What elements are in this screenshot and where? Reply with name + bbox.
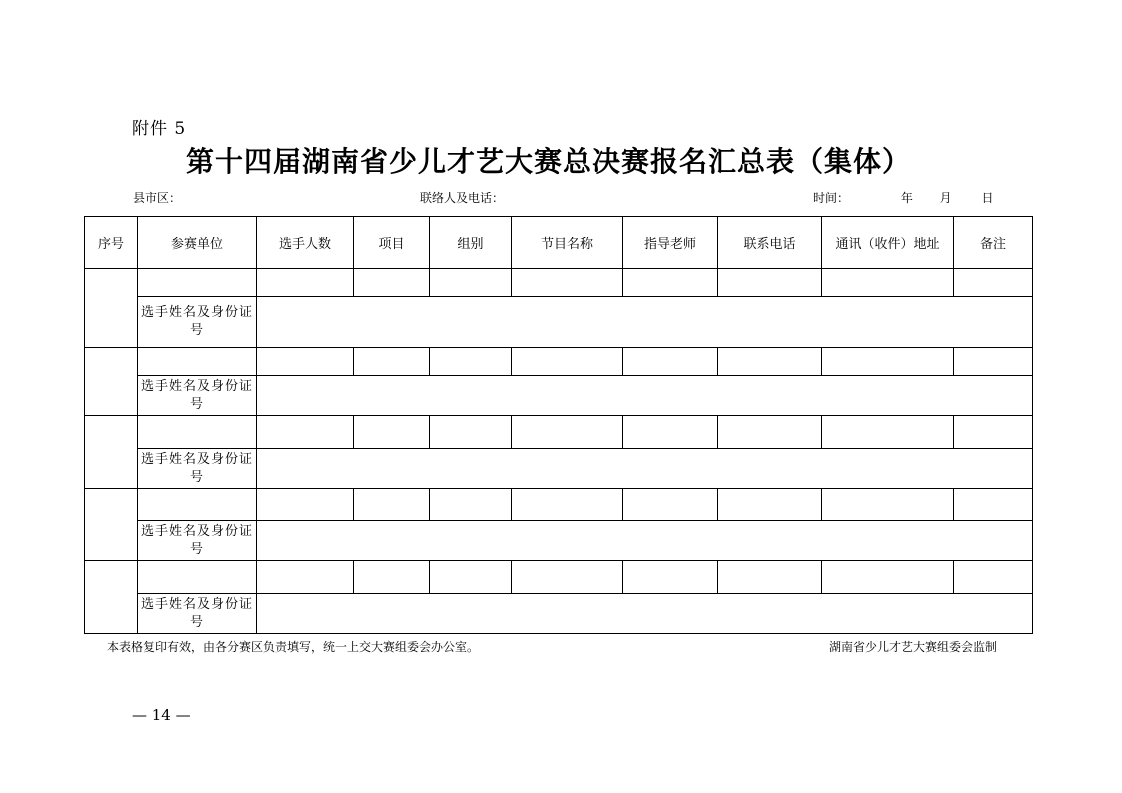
names-row: [85, 376, 1033, 416]
names-row: [85, 297, 1033, 348]
document-title: 第十四届湖南省少儿才艺大赛总决赛报名汇总表（集体）: [186, 145, 912, 178]
footer-organizer: 湖南省少儿才艺大赛组委会监制: [829, 640, 998, 654]
unit-cell[interactable]: [138, 489, 257, 521]
phone-cell[interactable]: [718, 348, 822, 376]
item-cell[interactable]: [354, 561, 430, 594]
group-cell[interactable]: [430, 416, 512, 449]
group-cell[interactable]: [430, 561, 512, 594]
col-header-item: 项目: [354, 217, 430, 269]
teacher-cell[interactable]: [623, 269, 718, 297]
table-row: [85, 489, 1033, 521]
time-label: 时间：: [813, 191, 850, 205]
program-cell[interactable]: [512, 489, 623, 521]
county-field-label: 县市区：: [133, 191, 182, 205]
teacher-cell[interactable]: [623, 348, 718, 376]
serial-cell[interactable]: [85, 348, 138, 416]
count-cell[interactable]: [257, 416, 354, 449]
address-cell[interactable]: [822, 348, 954, 376]
count-cell[interactable]: [257, 561, 354, 594]
day-label: 日: [981, 191, 994, 205]
count-cell[interactable]: [257, 348, 354, 376]
teacher-cell[interactable]: [623, 489, 718, 521]
program-cell[interactable]: [512, 561, 623, 594]
remarks-cell[interactable]: [954, 489, 1033, 521]
footer-note: 本表格复印有效，由各分赛区负责填写，统一上交大赛组委会办公室。: [107, 640, 480, 654]
program-cell[interactable]: [512, 416, 623, 449]
names-cell[interactable]: [257, 521, 1033, 561]
program-cell[interactable]: [512, 348, 623, 376]
names-label: 选手姓名及身份证号: [138, 449, 257, 489]
month-label: 月: [939, 191, 952, 205]
col-header-count: 选手人数: [257, 217, 354, 269]
address-cell[interactable]: [822, 561, 954, 594]
program-cell[interactable]: [512, 269, 623, 297]
col-header-unit: 参赛单位: [138, 217, 257, 269]
col-header-address: 通讯（收件）地址: [822, 217, 954, 269]
serial-cell[interactable]: [85, 561, 138, 634]
remarks-cell[interactable]: [954, 416, 1033, 449]
group-cell[interactable]: [430, 489, 512, 521]
address-cell[interactable]: [822, 416, 954, 449]
attachment-label: 附件 5: [132, 119, 187, 139]
unit-cell[interactable]: [138, 416, 257, 449]
item-cell[interactable]: [354, 348, 430, 376]
col-header-teacher: 指导老师: [623, 217, 718, 269]
year-label: 年: [900, 191, 913, 205]
names-label: 选手姓名及身份证号: [138, 376, 257, 416]
names-row: [85, 449, 1033, 489]
names-cell[interactable]: [257, 376, 1033, 416]
names-label: 选手姓名及身份证号: [138, 297, 257, 348]
page-number: — 14 —: [132, 706, 191, 724]
col-header-no: 序号: [85, 217, 138, 269]
col-header-phone: 联系电话: [718, 217, 822, 269]
unit-cell[interactable]: [138, 269, 257, 297]
serial-cell[interactable]: [85, 489, 138, 561]
teacher-cell[interactable]: [623, 416, 718, 449]
contact-field-label: 联络人及电话：: [420, 191, 505, 205]
names-cell[interactable]: [257, 449, 1033, 489]
serial-cell[interactable]: [85, 269, 138, 348]
count-cell[interactable]: [257, 489, 354, 521]
names-cell[interactable]: [257, 594, 1033, 634]
remarks-cell[interactable]: [954, 348, 1033, 376]
names-row: [85, 594, 1033, 634]
phone-cell[interactable]: [718, 416, 822, 449]
registration-table: [84, 216, 1033, 634]
remarks-cell[interactable]: [954, 269, 1033, 297]
table-row: [85, 416, 1033, 449]
group-cell[interactable]: [430, 269, 512, 297]
table-row: [85, 348, 1033, 376]
names-label: 选手姓名及身份证号: [138, 594, 257, 634]
serial-cell[interactable]: [85, 416, 138, 489]
col-header-program: 节目名称: [512, 217, 623, 269]
phone-cell[interactable]: [718, 269, 822, 297]
unit-cell[interactable]: [138, 561, 257, 594]
item-cell[interactable]: [354, 416, 430, 449]
table-row: [85, 561, 1033, 594]
group-cell[interactable]: [430, 348, 512, 376]
item-cell[interactable]: [354, 489, 430, 521]
item-cell[interactable]: [354, 269, 430, 297]
address-cell[interactable]: [822, 489, 954, 521]
names-row: [85, 521, 1033, 561]
names-label: 选手姓名及身份证号: [138, 521, 257, 561]
date-field: [813, 189, 994, 206]
unit-cell[interactable]: [138, 348, 257, 376]
teacher-cell[interactable]: [623, 561, 718, 594]
header-row: [85, 217, 1033, 269]
address-cell[interactable]: [822, 269, 954, 297]
col-header-group: 组别: [430, 217, 512, 269]
phone-cell[interactable]: [718, 561, 822, 594]
col-header-remarks: 备注: [954, 217, 1033, 269]
table-row: [85, 269, 1033, 297]
names-cell[interactable]: [257, 297, 1033, 348]
phone-cell[interactable]: [718, 489, 822, 521]
count-cell[interactable]: [257, 269, 354, 297]
remarks-cell[interactable]: [954, 561, 1033, 594]
